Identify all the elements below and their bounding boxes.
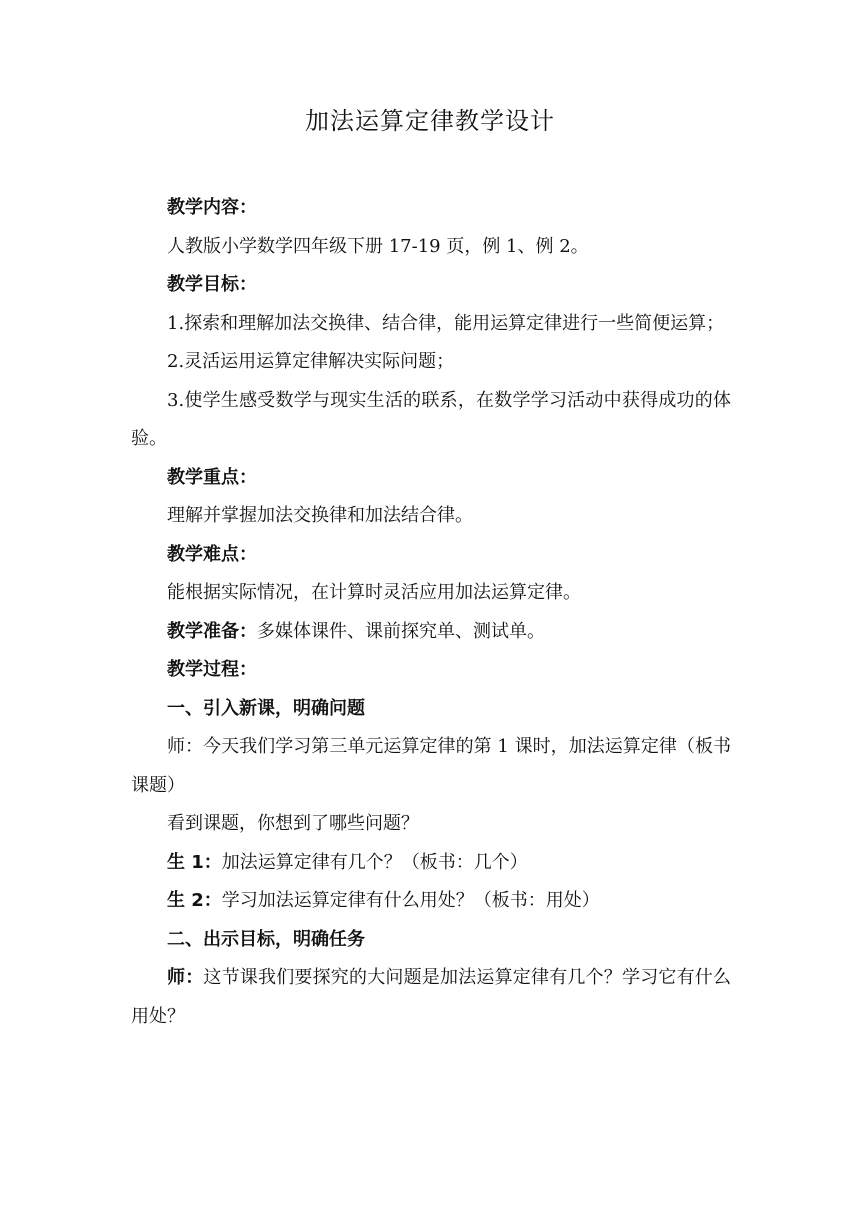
paragraph: [131, 574, 731, 613]
paragraph: [131, 844, 731, 883]
paragraph: [131, 613, 731, 652]
paragraph: [131, 228, 731, 267]
paragraph: [131, 459, 731, 498]
paragraph-text: 能根据实际情况，在计算时灵活应用加法运算定律。: [167, 582, 581, 603]
paragraph: [131, 882, 731, 921]
paragraph: [131, 266, 731, 305]
paragraph: [131, 536, 731, 575]
paragraph-text: 人教版小学数学四年级下册 17-19 页，例 1、例 2。: [167, 235, 589, 257]
paragraph: [131, 497, 731, 536]
paragraph-label: 一、引入新课，明确问题: [167, 697, 365, 719]
paragraph: [131, 921, 731, 960]
paragraph-label: 教学准备：: [167, 620, 257, 642]
paragraph-label: 教学内容：: [167, 197, 257, 218]
paragraph-label: 生 1：: [167, 851, 222, 873]
paragraph-text: 多媒体课件、课前探究单、测试单。: [257, 620, 545, 642]
paragraph-text: 这节课我们要探究的大问题是加法运算定律有几个？学习它有什么用处？: [131, 967, 732, 1027]
paragraph-text: 师：今天我们学习第三单元运算定律的第 1 课时，加法运算定律（板书课题）: [131, 736, 731, 796]
paragraph-text: 加法运算定律有几个？（板书：几个）: [221, 851, 528, 873]
paragraph-label: 教学难点：: [167, 543, 257, 565]
paragraph: [131, 651, 731, 690]
paragraph-label: 教学目标：: [167, 274, 257, 295]
document-body: [131, 189, 731, 1036]
paragraph-label: 教学重点：: [167, 466, 257, 488]
paragraph: [131, 959, 731, 1036]
paragraph: [131, 305, 731, 344]
paragraph-label: 师：: [167, 967, 204, 988]
paragraph: [131, 189, 731, 228]
paragraph-text: 1.探索和理解加法交换律、结合律，能用运算定律进行一些简便运算；: [167, 312, 725, 334]
paragraph: [131, 690, 731, 729]
paragraph-text: 学习加法运算定律有什么用处？（板书：用处）: [221, 890, 600, 911]
paragraph-label: 生 2：: [167, 890, 222, 911]
paragraph-text: 3.使学生感受数学与现实生活的联系，在数学学习活动中获得成功的体验。: [131, 389, 731, 449]
paragraph-label: 教学过程：: [167, 659, 257, 680]
paragraph-text: 理解并掌握加法交换律和加法结合律。: [167, 505, 473, 526]
paragraph-label: 二、出示目标，明确任务: [167, 928, 365, 950]
paragraph: [131, 805, 731, 844]
paragraph: [131, 728, 731, 805]
paragraph: [131, 382, 731, 459]
paragraph-text: 2.灵活运用运算定律解决实际问题；: [167, 351, 455, 372]
paragraph: [131, 343, 731, 382]
paragraph-text: 看到课题，你想到了哪些问题？: [167, 813, 419, 834]
document-title: 加法运算定律教学设计: [305, 107, 555, 135]
